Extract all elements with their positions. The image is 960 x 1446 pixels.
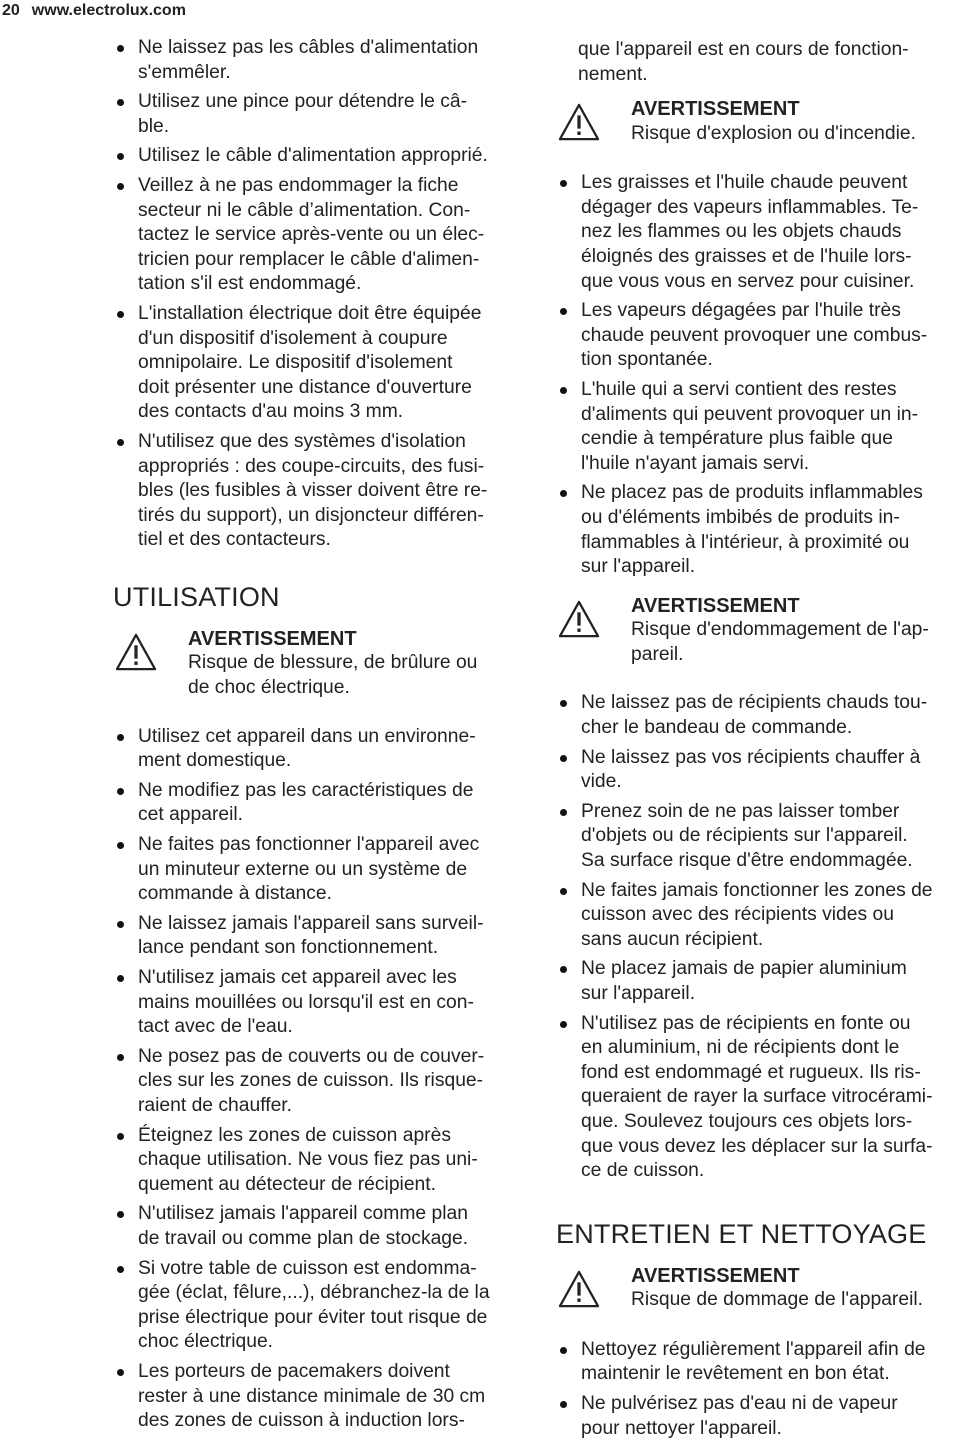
warning-title: AVERTISSEMENT xyxy=(631,594,800,617)
warning-triangle-icon xyxy=(558,1270,600,1308)
list-item: Utilisez une pince pour détendre le câ- ble. xyxy=(113,90,523,139)
list-item: Les porteurs de pacemakers doivent rester à une distance minimale de 30 cm des zones de cuisson à induction lors- xyxy=(113,1360,523,1434)
list-item: Ne laissez pas vos récipients chauffer à vide. xyxy=(556,746,960,795)
warning-block xyxy=(113,627,523,701)
bullet-list-fire xyxy=(556,171,960,580)
list-item: Les vapeurs dégagées par l'huile très chaude peuvent provoquer une combus- tion spontanée. xyxy=(556,299,960,373)
list-item: Ne laissez pas de récipients chauds tou- cher le bandeau de commande. xyxy=(556,691,960,740)
warning-triangle-icon xyxy=(558,103,600,141)
list-item: L'huile qui a servi contient des restes d'aliments qui peuvent provoquer un in- cendie à température plus faible que l'huile n'ayant jamais servi. xyxy=(556,378,960,476)
list-item: N'utilisez jamais cet appareil avec les mains mouillées ou lorsqu'il est en con- tact avec de l'eau. xyxy=(113,966,523,1040)
warning-text: Risque d'endommagement de l'ap- pareil. xyxy=(631,619,929,665)
bullet-list-top xyxy=(113,36,523,553)
list-item: Éteignez les zones de cuisson après chaque utilisation. Ne vous fiez pas uni- quement au détecteur de récipient. xyxy=(113,1124,523,1198)
section-title-entretien: ENTRETIEN ET NETTOYAGE xyxy=(556,1218,927,1249)
list-item: Ne faites pas fonctionner l'appareil avec un minuteur externe ou un système de commande à distance. xyxy=(113,833,523,907)
bullet-list-bottom xyxy=(113,725,523,1434)
warning-block xyxy=(556,97,960,147)
list-item: Les graisses et l'huile chaude peuvent dégager des vapeurs inflammables. Te- nez les flammes ou les objets chauds éloignés des graisses et de l'huile lors- que vous vous en servez pour cuisiner. xyxy=(556,171,960,294)
list-item: N'utilisez que des systèmes d'isolation appropriés : des coupe-circuits, des fusi- bles (les fusibles à visser doivent être re- tirés du support), un disjoncteur différen- tiel et des contacteurs. xyxy=(113,430,523,553)
page-number: 20 xyxy=(2,2,20,19)
warning-triangle-icon xyxy=(115,633,157,671)
bullet-list-cleaning xyxy=(556,1338,960,1441)
list-item: Ne pulvérisez pas d'eau ni de vapeur pour nettoyer l'appareil. xyxy=(556,1392,960,1441)
site-url: www.electrolux.com xyxy=(31,2,186,19)
list-item: Utilisez cet appareil dans un environne- ment domestique. xyxy=(113,725,523,774)
warning-title: AVERTISSEMENT xyxy=(631,1264,800,1287)
warning-text: Risque de blessure, de brûlure ou de choc électrique. xyxy=(188,652,478,699)
list-item: Ne placez pas de produits inflammables ou d'éléments imbibés de produits in- flammables à l'intérieur, à proximité ou sur l'appareil. xyxy=(556,481,960,579)
list-item: Utilisez le câble d'alimentation approprié. xyxy=(113,144,523,169)
warning-block xyxy=(556,594,960,668)
list-item: Ne modifiez pas les caractéristiques de cet appareil. xyxy=(113,779,523,828)
list-item: Prenez soin de ne pas laisser tomber d'objets ou de récipients sur l'appareil. Sa surface risque d'être endommagée. xyxy=(556,800,960,874)
list-item: Ne faites jamais fonctionner les zones de cuisson avec des récipients vides ou sans aucun récipient. xyxy=(556,879,960,953)
list-item: N'utilisez jamais l'appareil comme plan de travail ou comme plan de stockage. xyxy=(113,1202,523,1251)
warning-block xyxy=(556,1264,960,1314)
warning-triangle-icon xyxy=(558,600,600,638)
list-item: Ne laissez pas les câbles d'alimentation s'emmêler. xyxy=(113,36,523,85)
page-header xyxy=(2,2,186,24)
bullet-list-damage xyxy=(556,691,960,1183)
list-item: Ne placez jamais de papier aluminium sur l'appareil. xyxy=(556,957,960,1006)
left-column xyxy=(113,36,523,1439)
warning-title: AVERTISSEMENT xyxy=(188,627,357,650)
right-column xyxy=(556,38,960,1446)
warning-title: AVERTISSEMENT xyxy=(631,98,800,121)
warning-text: Risque d'explosion ou d'incendie. xyxy=(631,122,916,144)
continuation-text: que l'appareil est en cours de fonction- nement. xyxy=(578,39,909,85)
warning-text: Risque de dommage de l'appareil. xyxy=(631,1289,924,1311)
list-item: Ne laissez jamais l'appareil sans surveil- lance pendant son fonctionnement. xyxy=(113,912,523,961)
section-title-utilisation: UTILISATION xyxy=(113,581,280,612)
list-item: Si votre table de cuisson est endomma- gée (éclat, fêlure,...), débranchez-la de la prise électrique pour éviter tout risque de choc électrique. xyxy=(113,1257,523,1355)
list-item: Nettoyez régulièrement l'appareil afin de maintenir le revêtement en bon état. xyxy=(556,1338,960,1387)
list-item: Ne posez pas de couverts ou de couver- cles sur les zones de cuisson. Ils risque- raient de chauffer. xyxy=(113,1045,523,1119)
list-item: L'installation électrique doit être équipée d'un dispositif d'isolement à coupure omnipolaire. Le dispositif d'isolement doit présenter une distance d'ouverture des contacts d'au moins 3 mm. xyxy=(113,302,523,425)
list-item: Veillez à ne pas endommager la fiche secteur ni le câble d’alimentation. Con- tactez le service après-vente ou un élec- tricien pour remplacer le câble d'alimen- tation s'il est endommagé. xyxy=(113,174,523,297)
list-item: N'utilisez pas de récipients en fonte ou en aluminium, ni de récipients dont le fond est endommagé et rugueux. Ils ris- queraient de rayer la surface vitrocérami- que. Soulevez toujours ces objets lors- que vous devez les déplacer sur la surfa- ce de cuisson. xyxy=(556,1012,960,1184)
